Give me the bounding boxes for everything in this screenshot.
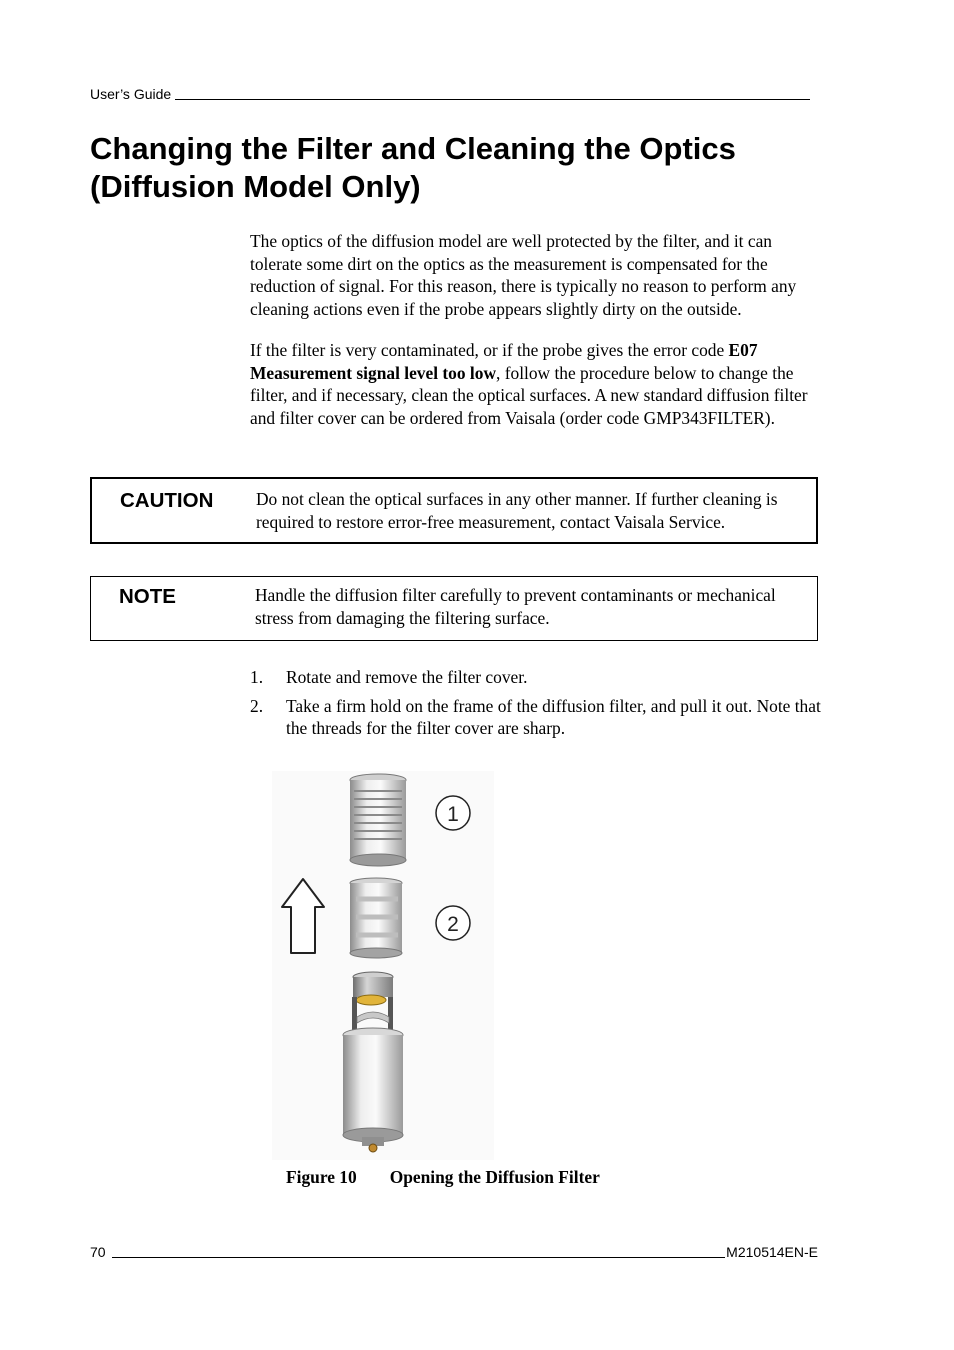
- diffusion-filter-part: [350, 878, 402, 958]
- filter-cover-part: [350, 774, 406, 866]
- paragraph-text-start: If the filter is very contaminated, or if the probe gives the error code: [250, 340, 729, 360]
- footer-rule: [112, 1257, 726, 1258]
- callout-2-label: 2: [447, 913, 459, 936]
- note-label: NOTE: [119, 585, 176, 608]
- step-number: 2.: [250, 695, 264, 716]
- contamination-paragraph: [250, 339, 822, 429]
- caution-box: [90, 477, 818, 544]
- paragraph-text-end: , follow the procedure below to change the filter, and if necessary, clean the optical surfaces. A new standard diffusion filter and filter cover can be ordered from Vaisala (order code GMP343FILTER).: [250, 362, 808, 428]
- header-rule: [175, 99, 810, 100]
- list-item: [250, 695, 822, 740]
- step-number: 1.: [250, 667, 264, 687]
- note-box: [90, 576, 818, 641]
- error-code: E07 Measurement signal level too low: [250, 340, 758, 383]
- step-text: Take a firm hold on the frame of the diffusion filter, and pull it out. Note that the threads for the filter cover are sharp.: [286, 695, 821, 738]
- caution-text: Do not clean the optical surfaces in any other manner. If further cleaning is required to restore error-free measurement, contact Vaisala Service.: [256, 489, 778, 532]
- diffusion-filter-figure: [272, 771, 494, 1160]
- page-header: [90, 86, 810, 102]
- figure-number: Figure 10: [286, 1167, 357, 1187]
- step-text: Rotate and remove the filter cover.: [286, 667, 528, 687]
- list-item: [250, 666, 822, 689]
- note-text: Handle the diffusion filter carefully to prevent contaminants or mechanical stress from damaging the filtering surface.: [255, 585, 776, 628]
- guide-label: User’s Guide: [90, 86, 172, 102]
- figure-title: Opening the Diffusion Filter: [389, 1167, 600, 1187]
- page-number: 70: [90, 1244, 106, 1260]
- document-code: M210514EN-E: [726, 1244, 818, 1260]
- figure-caption: [286, 1167, 600, 1188]
- procedure-steps: [250, 666, 822, 746]
- section-title: Changing the Filter and Cleaning the Optics (Diffusion Model Only): [90, 131, 736, 204]
- callout-1-label: 1: [447, 803, 459, 826]
- page-footer: [90, 1244, 818, 1260]
- intro-paragraph: The optics of the diffusion model are well protected by the filter, and it can tolerate some dirt on the optics as the measurement is compensated for the reduction of signal. For this reason, there is typically no reason to perform any cleaning actions even if the probe appears slightly dirty on the outside.: [250, 231, 797, 319]
- caution-label: CAUTION: [120, 489, 214, 512]
